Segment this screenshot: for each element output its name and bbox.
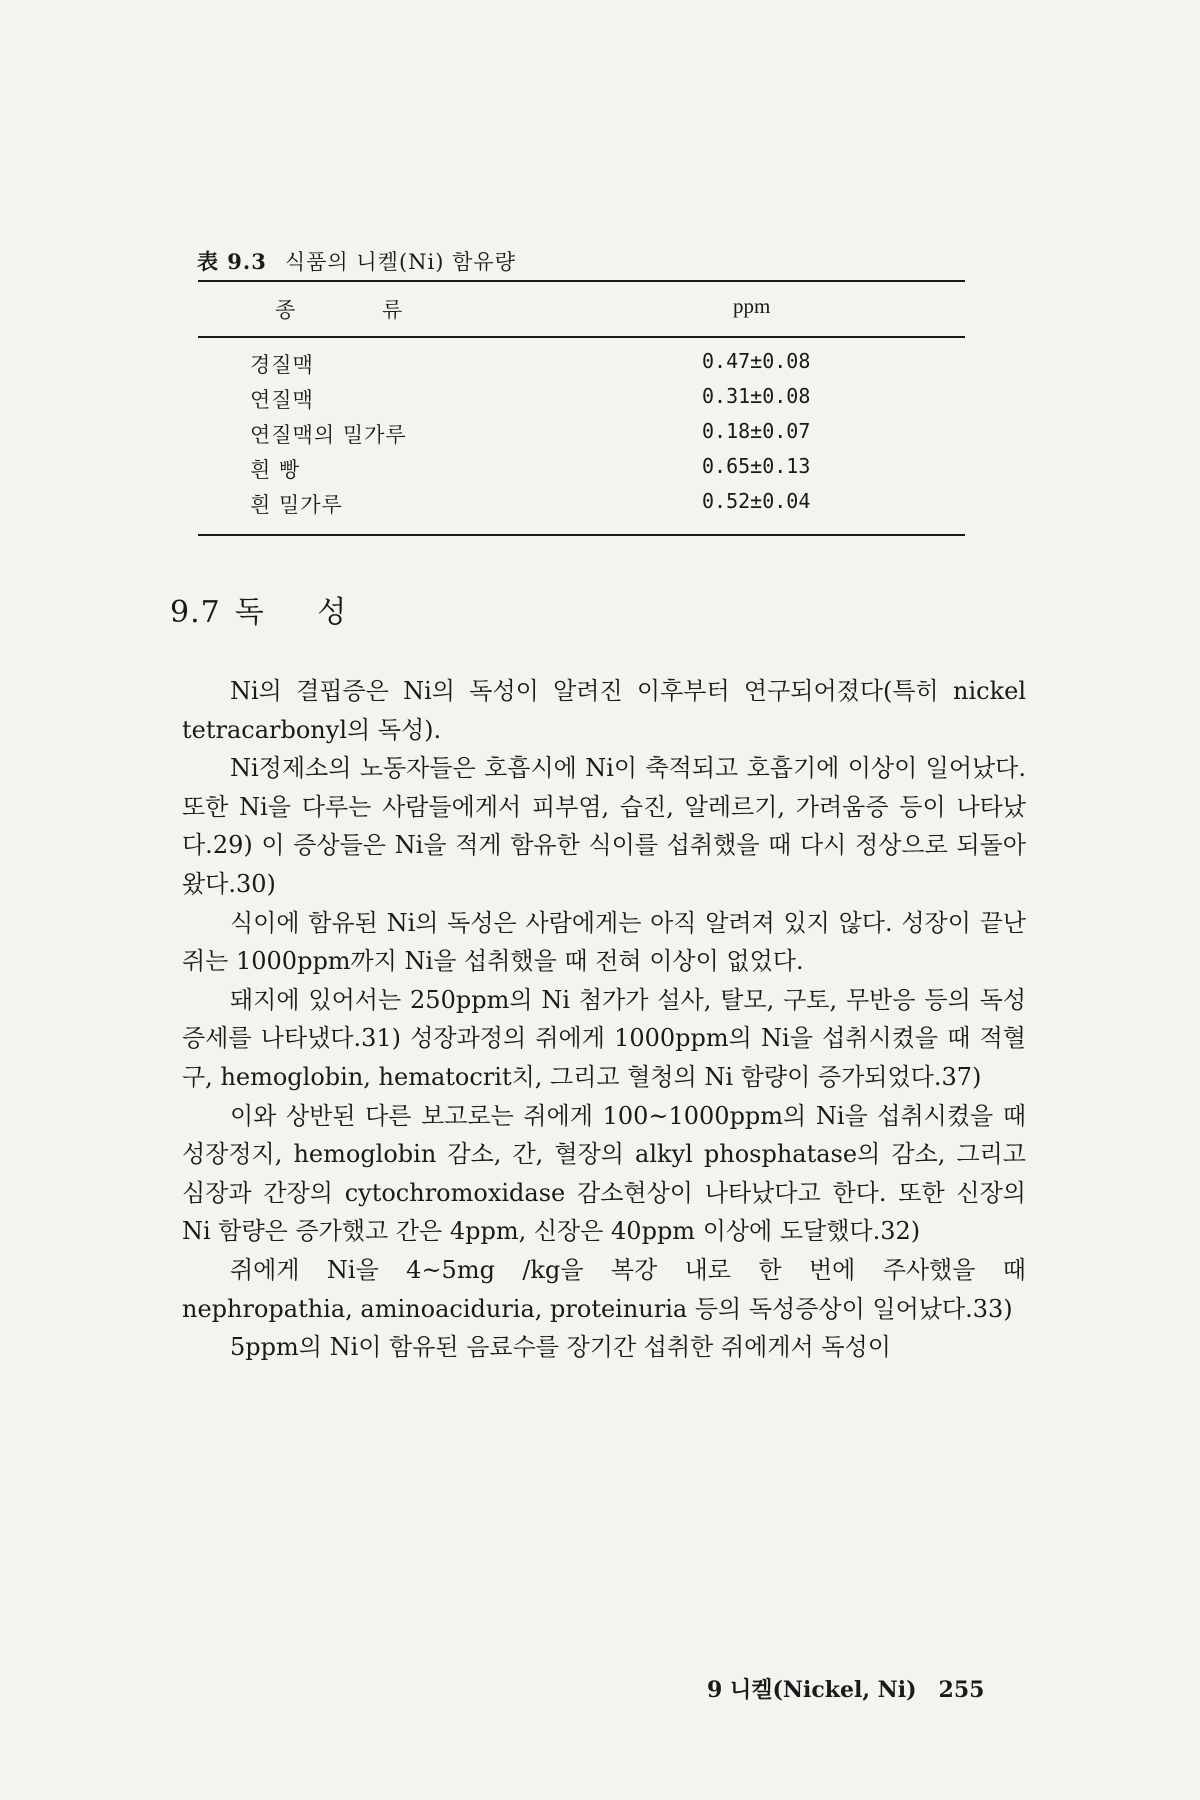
food-name: 흰 빵: [250, 458, 301, 482]
table-row: [0, 384, 1200, 418]
nickel-ppm: 0.52±0.04: [702, 489, 811, 513]
table-row: [0, 489, 1200, 523]
running-head: 9 니켈(Nickel, Ni): [707, 1677, 917, 1703]
food-name: 흰 밀가루: [250, 493, 343, 517]
body-text: [182, 672, 1026, 1367]
table-bottom-rule: [198, 534, 965, 536]
paragraph: 쥐에게 Ni을 4~5mg /kg을 복강 내로 한 번에 주사했을 때 nephropathia, aminoaciduria, proteinuria 등의 독성증상이 일어났다.33): [182, 1255, 1026, 1323]
table-row: [0, 349, 1200, 383]
paragraph: 5ppm의 Ni이 함유된 음료수를 장기간 섭취한 쥐에게서 독성이: [230, 1333, 891, 1362]
food-name: 연질맥: [250, 388, 314, 412]
nickel-ppm: 0.18±0.07: [702, 419, 811, 443]
column-header-ppm: ppm: [733, 294, 771, 318]
table-header-rule: [198, 336, 965, 338]
table-caption: [197, 246, 516, 276]
table-row: [0, 454, 1200, 488]
nickel-ppm: 0.31±0.08: [702, 384, 811, 408]
table-title: 식품의 니켈(Ni) 함유량: [284, 250, 516, 274]
paragraph: 식이에 함유된 Ni의 독성은 사람에게는 아직 알려져 있지 않다. 성장이 끝난 쥐는 1000ppm까지 Ni을 섭취했을 때 전혀 이상이 없었다.: [182, 908, 1026, 976]
column-header-kind: 종 류: [275, 298, 443, 322]
paragraph: 돼지에 있어서는 250ppm의 Ni 첨가가 설사, 탈모, 구토, 무반응 등의 독성증세를 나타냈다.31) 성장과정의 쥐에게 1000ppm의 Ni을 섭취시켰을 때 적혈구, hemoglobin, hematocrit치, 그리고 혈청의 Ni 함량이 증가되었다.37): [182, 985, 1026, 1091]
paragraph: Ni정제소의 노동자들은 호흡시에 Ni이 축적되고 호흡기에 이상이 일어났다. 또한 Ni을 다루는 사람들에게서 피부염, 습진, 알레르기, 가려움증 등이 나타났다.29) 이 증상들은 Ni을 적게 함유한 식이를 섭취했을 때 다시 정상으로 되돌아왔다.30): [182, 754, 1026, 898]
table-row: [0, 419, 1200, 453]
section-title: 독 성: [234, 595, 369, 630]
section-number: 9.7: [170, 595, 221, 630]
paragraph: Ni의 결핍증은 Ni의 독성이 알려진 이후부터 연구되어졌다(특히 nickel tetracarbonyl의 독성).: [182, 677, 1026, 744]
food-name: 연질맥의 밀가루: [250, 423, 407, 447]
food-name: 경질맥: [250, 353, 314, 377]
paragraph: 이와 상반된 다른 보고로는 쥐에게 100~1000ppm의 Ni을 섭취시켰을 때 성장정지, hemoglobin 감소, 간, 혈장의 alkyl phosphatase의 감소, 그리고 심장과 간장의 cytochromoxidase 감소현상이 나타났다고 한다. 또한 신장의 Ni 함량은 증가했고 간은 4ppm, 신장은 40ppm 이상에 도달했다.32): [182, 1101, 1026, 1246]
table-label: 表 9.3: [197, 249, 267, 274]
page-footer: [707, 1673, 984, 1704]
nickel-ppm: 0.65±0.13: [702, 454, 811, 478]
table-top-rule: [198, 280, 965, 282]
page-number: 255: [938, 1677, 985, 1703]
section-heading: [170, 587, 368, 631]
nickel-ppm: 0.47±0.08: [702, 349, 811, 373]
